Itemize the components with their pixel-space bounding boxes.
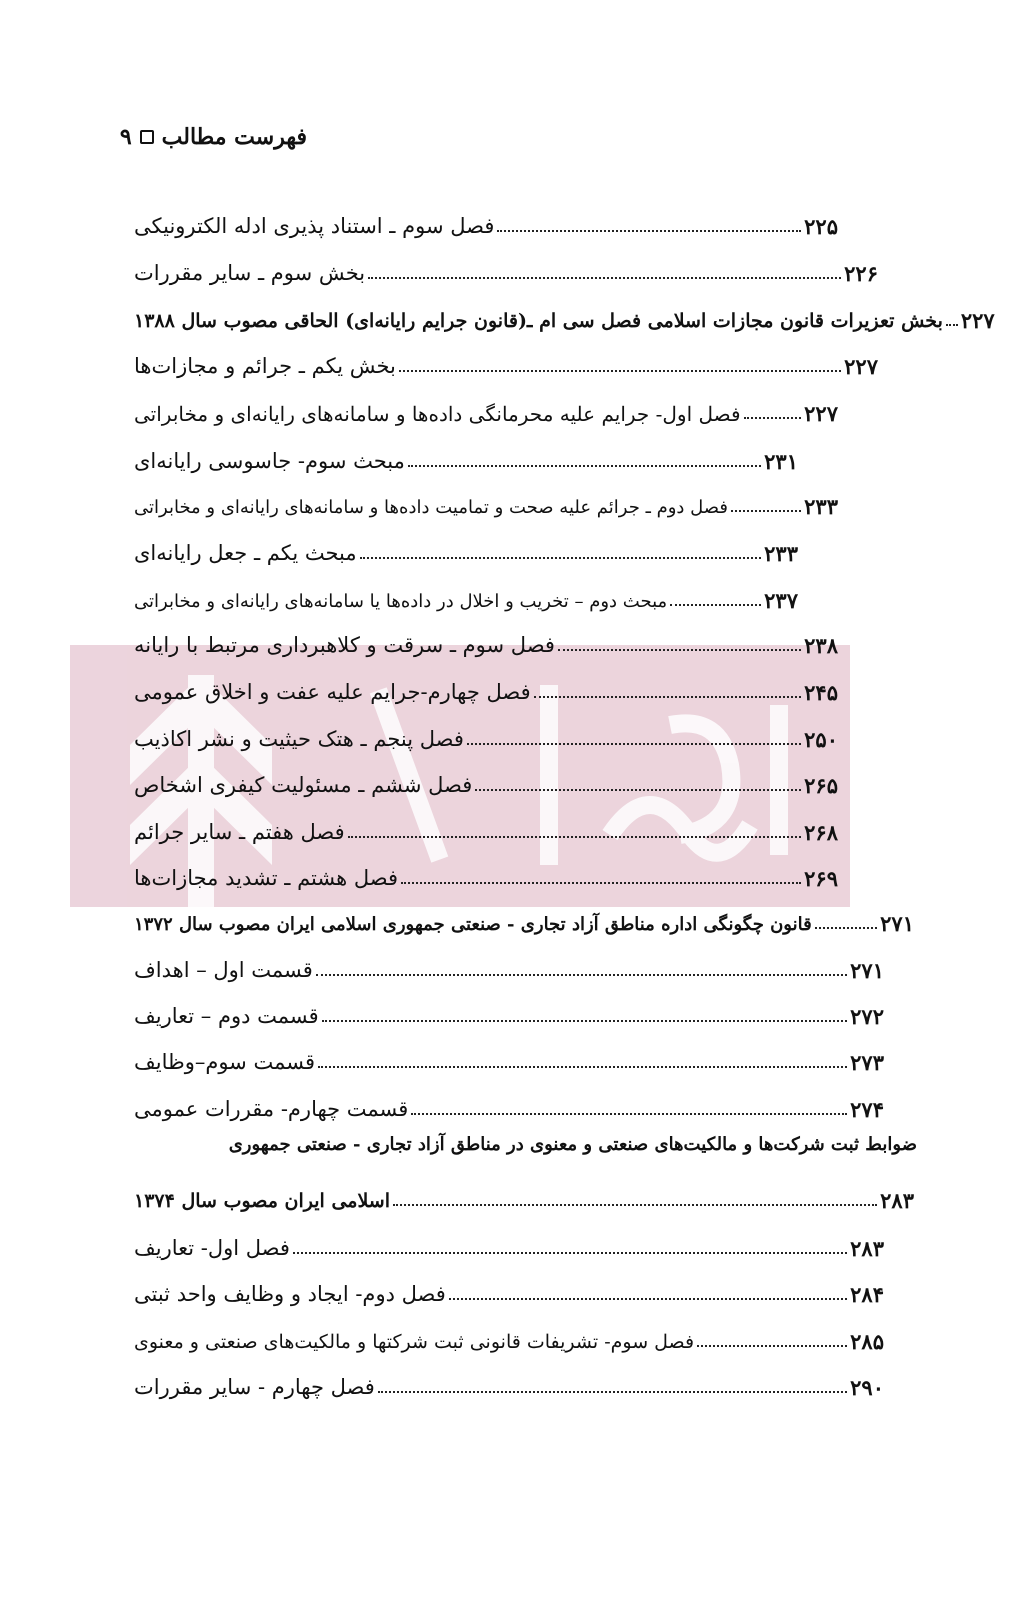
dot-leader: [393, 1204, 877, 1206]
dot-leader: [497, 230, 801, 232]
toc-entry-page: ۲۸۵: [850, 1328, 884, 1354]
toc-entry: [132, 900, 914, 936]
toc-entry: [132, 250, 878, 286]
dot-leader: [318, 1066, 847, 1068]
toc-entry-title: فصل چهارم-جرایم علیه عفت و اخلاق عمومی: [134, 679, 531, 704]
toc-entry: [132, 855, 838, 891]
toc-entry-page: ۲۹۰: [850, 1374, 884, 1400]
toc-entry-title: فصل سوم ـ استناد پذیری ادله الکترونیکی: [134, 213, 495, 238]
toc-entry-title: قسمت دوم – تعاریف: [134, 1003, 319, 1028]
toc-entry-title: فصل پنجم ـ هتک حیثیت و نشر اکاذیب: [134, 726, 464, 751]
dot-leader: [348, 836, 801, 838]
toc-entry-page: ۲۲۷: [804, 400, 838, 426]
dot-leader: [815, 927, 877, 929]
toc-entry: [132, 1364, 884, 1400]
toc-entry: [132, 1318, 884, 1354]
toc-entry: [132, 438, 798, 474]
toc-entry: [132, 390, 838, 426]
toc-entry-page: ۲۸۴: [850, 1281, 884, 1307]
dot-leader: [411, 1113, 847, 1115]
toc-entry-page: ۲۲۵: [804, 213, 838, 239]
header-page-number: ۹: [119, 124, 132, 150]
toc-entry-page: ۲۲۷: [960, 307, 995, 333]
dot-leader: [401, 882, 801, 884]
dot-leader: [449, 1298, 847, 1300]
toc-entry-page: ۲۳۱: [764, 448, 798, 474]
toc-entry-title: قسمت سوم–وظایف: [134, 1049, 315, 1074]
toc-entry-title: فصل ششم ـ مسئولیت کیفری اشخاص: [134, 772, 473, 797]
dot-leader: [408, 465, 761, 467]
dot-leader: [558, 649, 801, 651]
toc-entry: [132, 530, 798, 566]
toc-entry-page: ۲۶۸: [804, 819, 838, 845]
toc-entry: [132, 993, 884, 1029]
dot-leader: [293, 1252, 847, 1254]
toc-entry-page: ۲۲۷: [844, 353, 878, 379]
dot-leader: [467, 743, 801, 745]
toc-entry-title: اسلامی ایران مصوب سال ۱۳۷۴: [134, 1190, 390, 1213]
toc-entry: [132, 622, 838, 658]
toc-entry-page: ۲۷۳: [850, 1049, 884, 1075]
toc-entry: [132, 947, 884, 983]
toc-entry-page: ۲۷۲: [850, 1003, 884, 1029]
toc-entry-title: مبحث سوم- جاسوسی رایانه‌ای: [134, 448, 405, 473]
toc-entry: [132, 762, 838, 798]
toc-entry-title: بخش سوم ـ سایر مقررات: [134, 260, 366, 285]
toc-entry-title: مبحث یکم ـ جعل رایانه‌ای: [134, 540, 357, 565]
toc-entry-page: ۲۲۶: [844, 260, 878, 286]
toc-heading-line: ضوابط ثبت شرکت‌ها و مالکیت‌های صنعتی و معنوی در مناطق آزاد تجاری - صنعتی جمهوری: [228, 1134, 917, 1155]
toc-entry-page: ۲۸۳: [850, 1235, 884, 1261]
toc-entry-title: فصل سوم ـ سرقت و کلاهبرداری مرتبط با رایانه: [134, 632, 555, 657]
toc-entry-title: قسمت اول – اهداف: [134, 957, 313, 982]
dot-leader: [316, 974, 847, 976]
toc-entry: [132, 343, 878, 379]
toc-entry: [132, 483, 838, 519]
toc-entry-title: فصل هفتم ـ سایر جرائم: [134, 819, 345, 844]
dot-leader: [322, 1020, 848, 1022]
dot-leader: [399, 370, 841, 372]
toc-entry-page: ۲۳۷: [764, 587, 798, 613]
toc-entry-title: مبحث دوم – تخریب و اخلال در داده‌ها یا سامانه‌های رایانه‌ای و مخابراتی: [134, 591, 668, 613]
toc-entry: [132, 577, 798, 613]
toc-entry-page: ۲۷۱: [880, 910, 914, 936]
toc-entry-page: ۲۴۵: [804, 679, 838, 705]
toc-entry: [132, 1086, 884, 1122]
dot-leader: [368, 277, 841, 279]
toc-entry-title: قانون چگونگی اداره مناطق آزاد تجاری - صنعتی جمهوری اسلامی ایران مصوب سال ۱۳۷۲: [134, 914, 812, 936]
header-title: فهرست مطالب: [161, 124, 307, 150]
toc-entry-page: ۲۵۰: [804, 726, 838, 752]
toc-entry-title: بخش تعزیرات قانون مجازات اسلامی فصل سی ام ـ(قانون جرایم رایانه‌ای) الحاقی مصوب سال ۱۳۸۸: [134, 310, 943, 333]
toc-entry: [132, 1225, 884, 1261]
dot-leader: [946, 324, 958, 326]
dot-leader: [360, 557, 762, 559]
toc-entry: [132, 203, 838, 239]
dot-leader: [534, 696, 802, 698]
toc-entry: [132, 809, 838, 845]
toc-entry-title: فصل سوم- تشریفات قانونی ثبت شرکتها و مالکیت‌های صنعتی و معنوی: [134, 1331, 695, 1354]
toc-entry: [132, 716, 838, 752]
toc-entry: [132, 1271, 884, 1307]
toc-entry-page: ۲۶۵: [804, 772, 838, 798]
toc-entry-page: ۲۷۴: [850, 1096, 884, 1122]
toc-entry-page: ۲۷۱: [850, 957, 884, 983]
dot-leader: [670, 604, 761, 606]
toc-entry-page: ۲۸۳: [880, 1187, 914, 1213]
dot-leader: [697, 1345, 847, 1347]
dot-leader: [378, 1391, 847, 1393]
toc-entry-title: فصل اول- تعاریف: [134, 1235, 290, 1260]
toc-entry-title: فصل هشتم ـ تشدید مجازات‌ها: [134, 865, 399, 890]
toc-entry-page: ۲۳۳: [764, 540, 798, 566]
dot-leader: [475, 789, 801, 791]
toc-entry: [132, 297, 995, 333]
toc-entry: [132, 1039, 884, 1075]
toc-entry-page: ۲۳۳: [804, 493, 838, 519]
toc-entry-title: بخش یکم ـ جرائم و مجازات‌ها: [134, 353, 396, 378]
toc-entry-title: فصل اول- جرایم علیه محرمانگی داده‌ها و سامانه‌های رایانه‌ای و مخابراتی: [134, 402, 741, 426]
toc-entry: [132, 669, 838, 705]
toc-entry-title: فصل چهارم - سایر مقررات: [134, 1374, 375, 1399]
toc-entry-page: ۲۳۸: [804, 632, 838, 658]
dot-leader: [731, 510, 801, 512]
dot-leader: [744, 417, 802, 419]
toc-entry-title: فصل دوم- ایجاد و وظایف واحد ثبتی: [134, 1281, 446, 1306]
toc-entry: [132, 1177, 914, 1213]
toc-entry-page: ۲۶۹: [804, 865, 838, 891]
toc-entry-title: قسمت چهارم- مقررات عمومی: [134, 1096, 409, 1121]
toc-entry-title: فصل دوم ـ جرائم علیه صحت و تمامیت داده‌ها و سامانه‌های رایانه‌ای و مخابراتی: [134, 497, 728, 519]
